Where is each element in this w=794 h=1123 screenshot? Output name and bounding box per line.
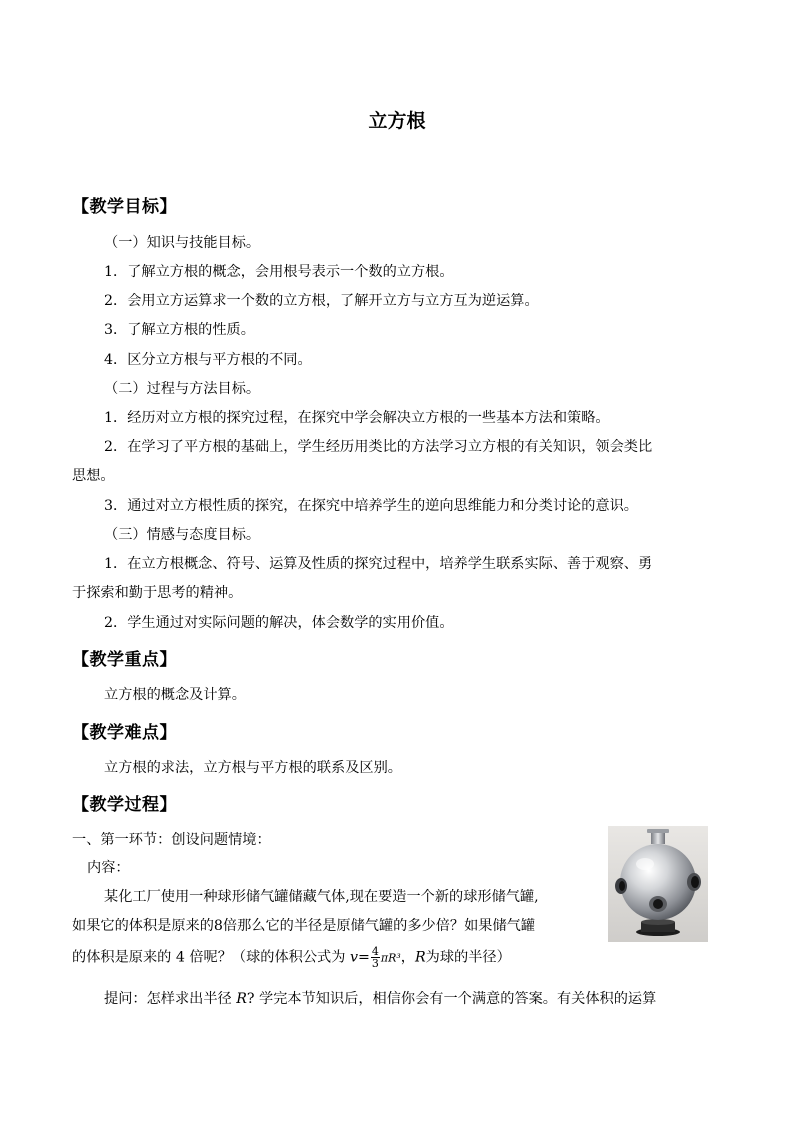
objectives-line-8: 2．在学习了平方根的基础上，学生经历用类比的方法学习立方根的有关知识，领会类比 xyxy=(104,439,653,455)
objectives-line-4: 3．了解立方根的性质。 xyxy=(104,322,255,338)
objectives-line-3: 2．会用立方运算求一个数的立方根，了解开立方与立方互为逆运算。 xyxy=(104,293,539,309)
formula-denominator: 3 xyxy=(371,957,379,970)
objectives-line-5: 4．区分立方根与平方根的不同。 xyxy=(104,352,312,368)
process-line-6-start: 提问：怎样求出半径 xyxy=(104,991,237,1007)
section-heading-objectives: 【教学目标】 xyxy=(72,197,177,217)
process-line-5-comma: ， xyxy=(400,949,415,966)
process-line-2: 内容： xyxy=(87,860,130,876)
formula-v: v xyxy=(349,949,358,966)
objectives-line-12: 1．在立方根概念、符号、运算及性质的探究过程中，培养学生联系实际、善于观察、勇 xyxy=(104,556,653,572)
process-line-6 xyxy=(104,989,656,1009)
radius-symbol-2: R xyxy=(236,991,247,1007)
formula-numerator: 4 xyxy=(371,945,379,958)
formula-fraction xyxy=(371,946,380,969)
process-line-5-start: 的体积是原来的 4 倍呢？（球的体积公式为 xyxy=(72,949,350,966)
objectives-line-2: 1．了解立方根的概念，会用根号表示一个数的立方根。 xyxy=(104,264,454,280)
page-title: 立方根 xyxy=(368,110,426,132)
objectives-line-9: 思想。 xyxy=(72,468,115,484)
objectives-line-14: 2．学生通过对实际问题的解决，体会数学的实用价值。 xyxy=(104,615,454,631)
section-heading-difficulties: 【教学难点】 xyxy=(72,723,177,743)
section-heading-key-points: 【教学重点】 xyxy=(72,650,177,670)
process-line-3: 某化工厂使用一种球形储气罐储藏气体,现在要造一个新的球形储气罐, xyxy=(104,889,539,905)
objectives-line-1: （一）知识与技能目标。 xyxy=(104,235,261,251)
process-line-6-end: ? 学完本节知识后，相信你会有一个满意的答案。有关体积的运算 xyxy=(246,991,657,1007)
process-line-5-end: 为球的半径） xyxy=(425,949,511,966)
section-heading-process: 【教学过程】 xyxy=(72,795,177,815)
objectives-line-6: （二）过程与方法目标。 xyxy=(104,381,261,397)
formula-pi-r-cubed: πR³ xyxy=(380,951,401,965)
process-line-5 xyxy=(72,946,511,969)
spherical-tank-image xyxy=(608,826,708,942)
process-line-4: 如果它的体积是原来的8倍那么它的半径是原储气罐的多少倍？如果储气罐 xyxy=(72,918,536,934)
objectives-line-7: 1．经历对立方根的探究过程，在探究中学会解决立方根的一些基本方法和策略。 xyxy=(104,410,610,426)
objectives-line-13: 于探索和勤于思考的精神。 xyxy=(72,585,243,601)
objectives-line-10: 3．通过对立方根性质的探究，在探究中培养学生的逆向思维能力和分类讨论的意识。 xyxy=(104,498,638,514)
formula-equals: = xyxy=(357,949,370,966)
key-point-text: 立方根的概念及计算。 xyxy=(104,687,246,703)
difficulty-text: 立方根的求法，立方根与平方根的联系及区别。 xyxy=(104,760,402,776)
radius-symbol: R xyxy=(414,949,426,966)
process-line-1: 一、第一环节：创设问题情境： xyxy=(72,832,271,848)
objectives-line-11: （三）情感与态度目标。 xyxy=(104,527,261,543)
